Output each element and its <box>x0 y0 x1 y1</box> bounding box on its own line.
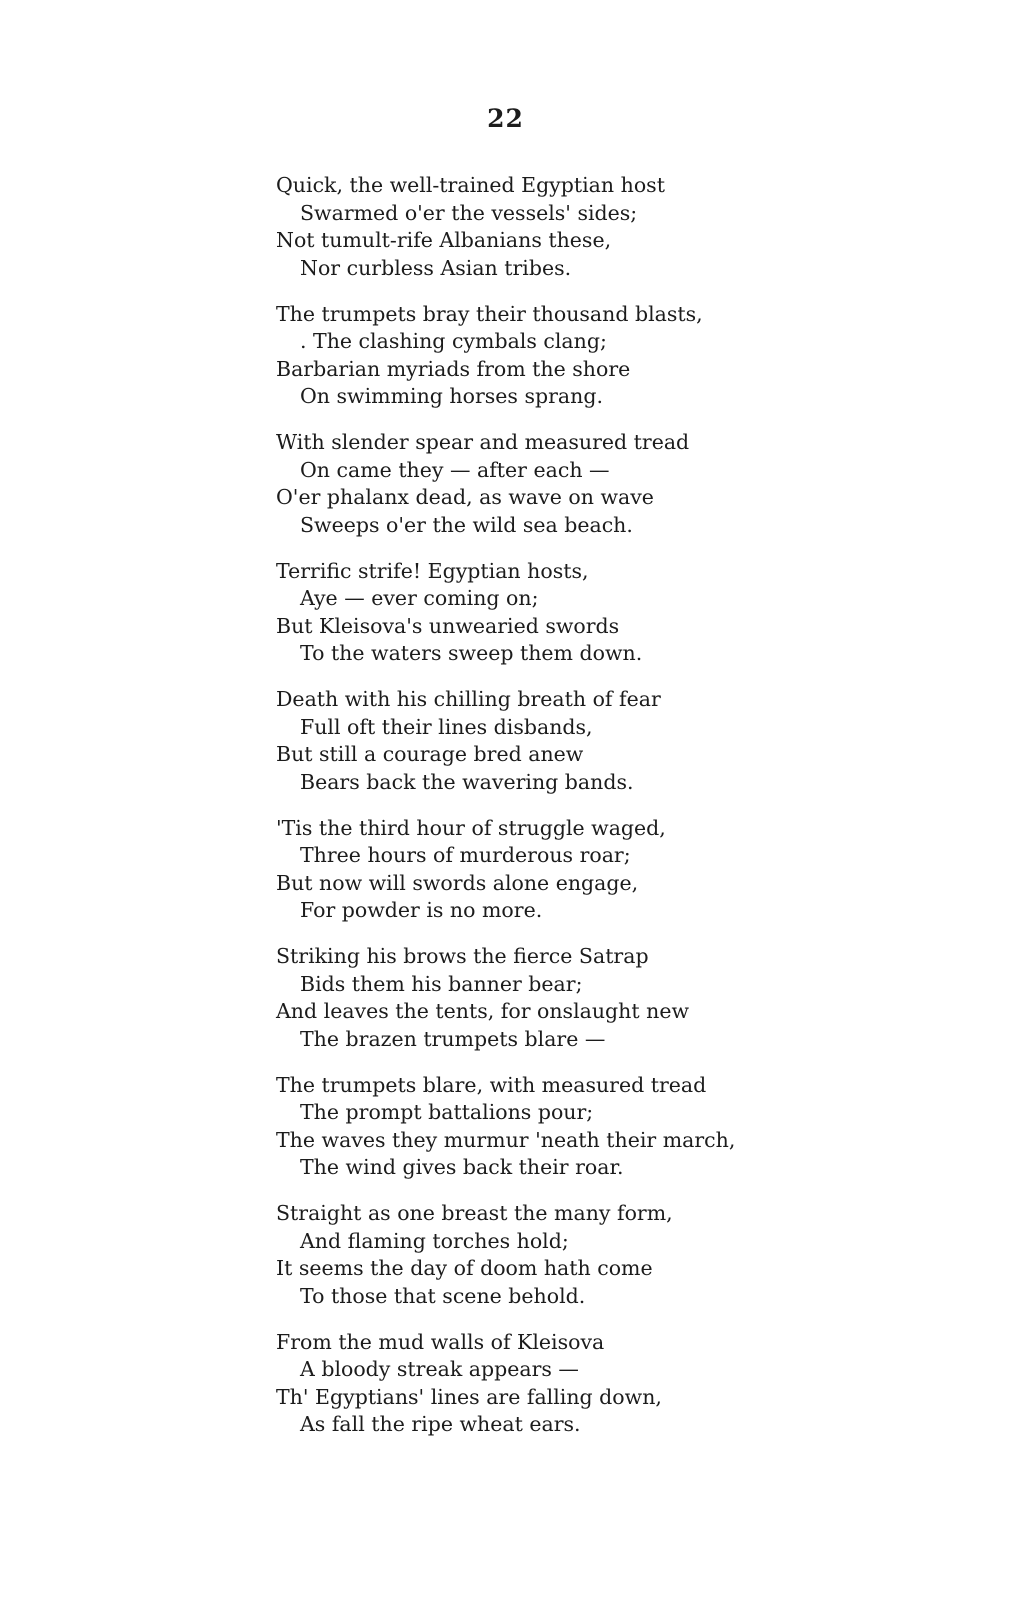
stanza <box>276 943 996 1053</box>
stanza <box>276 1329 996 1439</box>
poem-line: Aye — ever coming on; <box>300 586 539 610</box>
poem-line: Nor curbless Asian tribes. <box>300 255 572 280</box>
poem-line: With slender spear and measured tread <box>276 430 690 454</box>
poem-line: But now will swords alone engage, <box>276 870 639 895</box>
poem-line: Barbarian myriads from the shore <box>276 356 631 381</box>
stanza <box>276 301 996 411</box>
poem-line: The prompt battalions pour; <box>300 1100 594 1124</box>
poem-line: Death with his chilling breath of fear <box>276 687 661 711</box>
poem-line: Full oft their lines disbands, <box>300 714 593 739</box>
poem-line: A bloody streak appears — <box>300 1357 579 1381</box>
poem <box>276 172 996 1457</box>
poem-line: But still a courage bred anew <box>276 742 584 766</box>
poem-line: Bears back the wavering bands. <box>300 769 634 794</box>
poem-line: O'er phalanx dead, as wave on wave <box>276 485 654 509</box>
poem-line: 'Tis the third hour of struggle waged, <box>276 815 666 840</box>
poem-line: And leaves the tents, for onslaught new <box>276 999 690 1023</box>
poem-line: The waves they murmur 'neath their march, <box>276 1127 736 1152</box>
page-number: 22 <box>487 104 524 133</box>
poem-line: On came they — after each — <box>300 457 610 482</box>
poem-line: To those that scene behold. <box>300 1283 586 1308</box>
poem-line: . The clashing cymbals clang; <box>300 329 607 353</box>
poem-line: Quick, the well-trained Egyptian host <box>276 173 665 197</box>
poem-line: The wind gives back their roar. <box>300 1155 624 1179</box>
stanza <box>276 815 996 925</box>
stanza <box>276 1072 996 1182</box>
stanza <box>276 172 996 282</box>
stanza <box>276 686 996 796</box>
poem-line: Bids them his banner bear; <box>300 971 583 996</box>
poem-line: For powder is no more. <box>300 898 543 922</box>
poem-line: Striking his brows the fierce Satrap <box>276 944 649 968</box>
stanza <box>276 1200 996 1310</box>
poem-line: To the waters sweep them down. <box>300 641 643 665</box>
poem-line: The brazen trumpets blare — <box>300 1026 606 1051</box>
poem-line: Sweeps o'er the wild sea beach. <box>300 512 633 537</box>
poem-line: The trumpets blare, with measured tread <box>276 1072 707 1097</box>
stanza <box>276 558 996 668</box>
poem-line: Terrific strife! Egyptian hosts, <box>276 558 589 583</box>
poem-line: On swimming horses sprang. <box>300 384 603 408</box>
poem-line: The trumpets bray their thousand blasts, <box>276 301 703 326</box>
stanza <box>276 429 996 539</box>
poem-line: Swarmed o'er the vessels' sides; <box>300 200 638 225</box>
poem-line: Three hours of murderous roar; <box>300 843 631 867</box>
poem-line: As fall the ripe wheat ears. <box>300 1412 581 1436</box>
poem-line: From the mud walls of Kleisova <box>276 1329 605 1354</box>
poem-line: Th' Egyptians' lines are falling down, <box>276 1384 662 1409</box>
poem-line: Straight as one breast the many form, <box>276 1201 673 1225</box>
poem-line: It seems the day of doom hath come <box>276 1256 653 1280</box>
poem-line: But Kleisova's unwearied swords <box>276 613 620 638</box>
poem-line: And flaming torches hold; <box>300 1228 569 1253</box>
poem-line: Not tumult-rife Albanians these, <box>276 228 612 252</box>
